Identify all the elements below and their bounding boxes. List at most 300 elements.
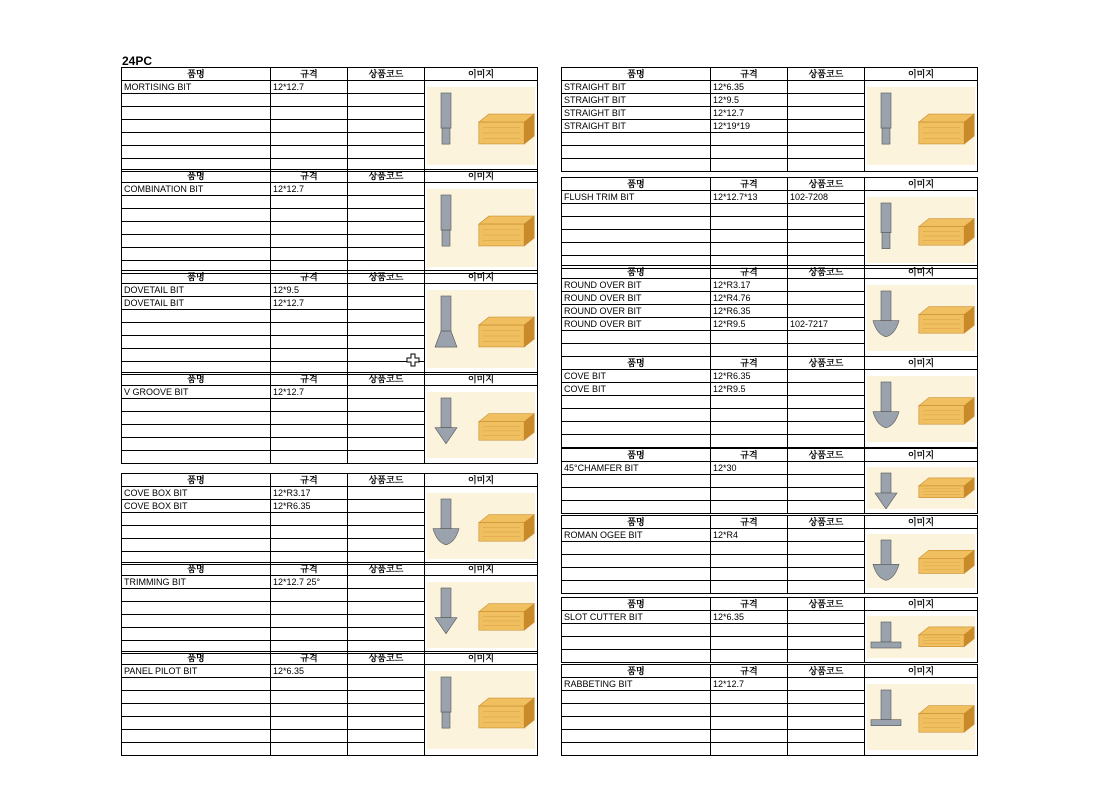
header-name: 품명 — [562, 266, 711, 279]
product-spec: 12*9.5 — [271, 284, 348, 297]
product-spec — [271, 349, 348, 362]
product-table — [561, 67, 977, 172]
product-code — [788, 624, 865, 637]
product-spec — [271, 589, 348, 602]
spec-table — [561, 265, 978, 357]
product-name — [562, 568, 711, 581]
product-name — [122, 336, 271, 349]
product-name: MORTISING BIT — [122, 81, 271, 94]
product-name: COVE BOX BIT — [122, 500, 271, 513]
product-code — [348, 665, 425, 678]
combination-bit-icon — [427, 189, 535, 267]
product-name — [122, 628, 271, 641]
product-spec — [271, 628, 348, 641]
product-code — [788, 568, 865, 581]
product-spec — [271, 438, 348, 451]
table-row — [122, 81, 538, 94]
product-spec — [271, 94, 348, 107]
product-name — [562, 624, 711, 637]
product-code — [348, 589, 425, 602]
product-spec: 12*R3.17 — [271, 487, 348, 500]
product-name — [562, 475, 711, 488]
product-table — [561, 448, 977, 514]
product-code — [348, 513, 425, 526]
product-name — [122, 248, 271, 261]
page-title: 24PC — [122, 54, 153, 68]
product-spec: 12*6.35 — [271, 665, 348, 678]
product-code — [788, 204, 865, 217]
product-spec — [711, 581, 788, 594]
header-name: 품명 — [122, 373, 271, 386]
product-code — [788, 435, 865, 448]
spec-table — [121, 562, 538, 654]
product-code — [348, 691, 425, 704]
product-code — [788, 691, 865, 704]
product-name — [122, 209, 271, 222]
product-name — [562, 650, 711, 663]
product-name — [122, 425, 271, 438]
header-spec: 규격 — [271, 271, 348, 284]
header-image: 이미지 — [865, 665, 978, 678]
product-code — [788, 581, 865, 594]
product-image-cell — [865, 279, 978, 357]
product-code — [788, 488, 865, 501]
product-code — [788, 555, 865, 568]
product-name — [562, 396, 711, 409]
product-spec — [711, 217, 788, 230]
product-name — [122, 196, 271, 209]
product-code — [348, 704, 425, 717]
product-name — [122, 743, 271, 756]
header-image: 이미지 — [425, 68, 538, 81]
product-spec — [711, 146, 788, 159]
header-code: 상품코드 — [788, 266, 865, 279]
product-name — [122, 133, 271, 146]
product-table — [121, 562, 537, 654]
product-code — [348, 730, 425, 743]
product-spec: 12*R6.35 — [711, 305, 788, 318]
product-image-cell — [425, 386, 538, 464]
product-name — [122, 589, 271, 602]
spec-table — [121, 651, 538, 756]
product-name: ROUND OVER BIT — [562, 305, 711, 318]
product-code — [788, 133, 865, 146]
product-code — [348, 451, 425, 464]
product-name — [122, 717, 271, 730]
product-code — [348, 425, 425, 438]
product-code — [788, 81, 865, 94]
product-code — [348, 222, 425, 235]
product-code — [348, 120, 425, 133]
product-code — [348, 209, 425, 222]
product-code — [348, 284, 425, 297]
header-name: 품명 — [562, 449, 711, 462]
product-spec — [271, 120, 348, 133]
product-spec: 12*12.7 — [271, 386, 348, 399]
product-code — [348, 107, 425, 120]
product-name — [122, 235, 271, 248]
product-spec — [271, 222, 348, 235]
header-name: 품명 — [122, 271, 271, 284]
product-spec — [271, 399, 348, 412]
spec-table — [561, 356, 978, 448]
product-spec: 12*R9.5 — [711, 318, 788, 331]
header-code: 상품코드 — [348, 373, 425, 386]
product-code — [788, 243, 865, 256]
product-table — [561, 177, 977, 269]
product-spec — [711, 568, 788, 581]
spec-table — [121, 270, 538, 375]
product-code — [788, 159, 865, 172]
product-image-cell — [865, 678, 978, 756]
product-name: RABBETING BIT — [562, 678, 711, 691]
product-spec: 12*6.35 — [711, 81, 788, 94]
product-code — [348, 412, 425, 425]
product-name — [122, 438, 271, 451]
header-name: 품명 — [562, 665, 711, 678]
table-row — [562, 529, 978, 542]
header-spec: 규격 — [711, 68, 788, 81]
product-spec — [271, 691, 348, 704]
slot-cutter-bit-icon — [867, 616, 975, 658]
product-name — [122, 539, 271, 552]
product-spec — [271, 412, 348, 425]
cove-box-bit-icon — [427, 493, 535, 559]
product-code — [788, 501, 865, 514]
header-name: 품명 — [562, 516, 711, 529]
chamfer-bit-icon — [867, 467, 975, 509]
product-code — [348, 717, 425, 730]
product-name: DOVETAIL BIT — [122, 297, 271, 310]
product-spec: 12*12.7 — [271, 81, 348, 94]
table-row — [122, 183, 538, 196]
product-spec: 12*12.7 25° — [271, 576, 348, 589]
rabbeting-bit-icon — [867, 684, 975, 750]
header-spec: 규격 — [271, 170, 348, 183]
product-code — [348, 743, 425, 756]
product-code — [348, 146, 425, 159]
spec-table — [121, 169, 538, 274]
product-image-cell — [865, 191, 978, 269]
header-name: 품명 — [122, 474, 271, 487]
product-spec — [711, 396, 788, 409]
product-code — [788, 650, 865, 663]
product-code — [788, 120, 865, 133]
table-row — [562, 279, 978, 292]
product-spec — [711, 542, 788, 555]
product-spec — [271, 133, 348, 146]
product-code — [348, 539, 425, 552]
header-spec: 규격 — [711, 449, 788, 462]
product-name — [122, 451, 271, 464]
product-name — [122, 146, 271, 159]
header-code: 상품코드 — [788, 516, 865, 529]
spec-table — [121, 372, 538, 464]
product-name — [562, 422, 711, 435]
product-spec: 12*12.7 — [711, 678, 788, 691]
product-spec: 12*12.7 — [711, 107, 788, 120]
header-code: 상품코드 — [788, 68, 865, 81]
product-code — [348, 183, 425, 196]
product-name — [122, 704, 271, 717]
product-name — [122, 349, 271, 362]
product-code — [788, 611, 865, 624]
product-name — [562, 730, 711, 743]
product-spec — [711, 555, 788, 568]
product-spec: 12*12.7 — [271, 297, 348, 310]
header-image: 이미지 — [865, 266, 978, 279]
product-code — [348, 235, 425, 248]
product-name — [562, 146, 711, 159]
spec-table — [121, 67, 538, 172]
header-image: 이미지 — [425, 373, 538, 386]
product-code — [788, 292, 865, 305]
product-code — [788, 422, 865, 435]
product-name — [562, 331, 711, 344]
product-name: TRIMMING BIT — [122, 576, 271, 589]
product-spec — [711, 717, 788, 730]
header-image: 이미지 — [865, 68, 978, 81]
product-image-cell — [865, 81, 978, 172]
header-spec: 규격 — [271, 68, 348, 81]
product-code — [788, 730, 865, 743]
header-code: 상품코드 — [788, 665, 865, 678]
product-name: COVE BOX BIT — [122, 487, 271, 500]
product-table — [121, 169, 537, 274]
product-code — [348, 615, 425, 628]
product-name — [562, 637, 711, 650]
product-code — [788, 107, 865, 120]
header-image: 이미지 — [425, 170, 538, 183]
panel-pilot-bit-icon — [427, 671, 535, 749]
product-spec: 12*9.5 — [711, 94, 788, 107]
product-spec: 12*19*19 — [711, 120, 788, 133]
table-row — [562, 678, 978, 691]
product-name — [122, 107, 271, 120]
product-code — [788, 637, 865, 650]
product-code — [788, 743, 865, 756]
product-code: 102-7208 — [788, 191, 865, 204]
product-spec — [271, 539, 348, 552]
product-spec: 12*6.35 — [711, 611, 788, 624]
product-code — [788, 475, 865, 488]
spec-table — [561, 448, 978, 514]
product-name: ROUND OVER BIT — [562, 318, 711, 331]
product-name — [122, 526, 271, 539]
product-image-cell — [865, 611, 978, 663]
product-spec — [711, 650, 788, 663]
header-spec: 규격 — [711, 598, 788, 611]
product-name — [562, 743, 711, 756]
product-code — [348, 336, 425, 349]
product-code — [788, 305, 865, 318]
product-spec — [711, 624, 788, 637]
product-name: ROUND OVER BIT — [562, 279, 711, 292]
header-code: 상품코드 — [788, 357, 865, 370]
product-name — [122, 513, 271, 526]
v-groove-bit-icon — [427, 392, 535, 458]
product-name: COMBINATION BIT — [122, 183, 271, 196]
header-spec: 규격 — [711, 516, 788, 529]
product-spec: 12*R4 — [711, 529, 788, 542]
product-spec — [271, 743, 348, 756]
product-code — [788, 279, 865, 292]
product-spec: 12*R4.76 — [711, 292, 788, 305]
product-name — [562, 542, 711, 555]
product-spec — [271, 196, 348, 209]
product-code — [788, 331, 865, 344]
header-code: 상품코드 — [348, 170, 425, 183]
dovetail-bit-icon — [427, 290, 535, 368]
product-code — [348, 248, 425, 261]
product-name: 45°CHAMFER BIT — [562, 462, 711, 475]
product-name — [562, 581, 711, 594]
header-name: 품명 — [562, 598, 711, 611]
product-code — [788, 396, 865, 409]
header-image: 이미지 — [865, 178, 978, 191]
product-name — [562, 435, 711, 448]
table-row — [562, 191, 978, 204]
product-table — [121, 67, 537, 172]
move-cursor-icon — [406, 353, 420, 367]
header-name: 품명 — [122, 563, 271, 576]
product-name: ROUND OVER BIT — [562, 292, 711, 305]
product-spec: 12*12.7 — [271, 183, 348, 196]
product-code — [348, 386, 425, 399]
product-code — [348, 196, 425, 209]
product-spec: 12*R3.17 — [711, 279, 788, 292]
product-table — [561, 265, 977, 357]
product-image-cell — [425, 183, 538, 274]
product-code — [348, 487, 425, 500]
table-row — [122, 665, 538, 678]
header-image: 이미지 — [425, 474, 538, 487]
product-spec — [711, 159, 788, 172]
product-code — [348, 133, 425, 146]
product-name — [122, 323, 271, 336]
product-spec — [271, 451, 348, 464]
header-name: 품명 — [122, 652, 271, 665]
product-spec — [711, 133, 788, 146]
header-code: 상품코드 — [348, 474, 425, 487]
product-name — [122, 94, 271, 107]
product-image-cell — [425, 576, 538, 654]
product-spec: 12*R6.35 — [271, 500, 348, 513]
product-name — [122, 120, 271, 133]
product-code — [348, 526, 425, 539]
product-code — [788, 217, 865, 230]
product-name: ROMAN OGEE BIT — [562, 529, 711, 542]
product-name — [562, 133, 711, 146]
spec-table — [561, 515, 978, 594]
table-row — [122, 576, 538, 589]
product-name — [562, 555, 711, 568]
table-row — [562, 462, 978, 475]
header-image: 이미지 — [865, 516, 978, 529]
product-spec: 12*R9.5 — [711, 383, 788, 396]
product-table — [561, 597, 977, 663]
product-name — [562, 409, 711, 422]
product-code — [788, 704, 865, 717]
product-code — [348, 81, 425, 94]
table-row — [562, 81, 978, 94]
product-image-cell — [425, 284, 538, 375]
product-spec: 12*30 — [711, 462, 788, 475]
table-row — [122, 284, 538, 297]
product-name: DOVETAIL BIT — [122, 284, 271, 297]
product-code — [348, 323, 425, 336]
product-spec — [271, 336, 348, 349]
product-name — [562, 159, 711, 172]
product-image-cell — [425, 487, 538, 565]
header-code: 상품코드 — [348, 563, 425, 576]
product-image-cell — [865, 529, 978, 594]
product-name — [562, 704, 711, 717]
straight-bit-icon — [867, 87, 975, 165]
product-name: STRAIGHT BIT — [562, 94, 711, 107]
product-spec — [271, 513, 348, 526]
product-table — [561, 356, 977, 448]
header-image: 이미지 — [425, 271, 538, 284]
spec-table — [561, 597, 978, 663]
header-code: 상품코드 — [788, 449, 865, 462]
header-spec: 규격 — [271, 563, 348, 576]
product-spec — [271, 526, 348, 539]
product-code — [788, 344, 865, 357]
header-name: 품명 — [562, 357, 711, 370]
header-spec: 규격 — [271, 474, 348, 487]
product-spec — [271, 107, 348, 120]
product-name — [562, 243, 711, 256]
header-code: 상품코드 — [348, 68, 425, 81]
product-spec — [271, 146, 348, 159]
product-name: V GROOVE BIT — [122, 386, 271, 399]
product-table — [121, 473, 537, 565]
header-spec: 규격 — [711, 357, 788, 370]
product-spec — [711, 331, 788, 344]
product-spec — [711, 730, 788, 743]
product-code — [348, 500, 425, 513]
spec-table — [561, 67, 978, 172]
roman-ogee-bit-icon — [867, 534, 975, 588]
product-code — [788, 409, 865, 422]
product-spec — [711, 637, 788, 650]
product-spec — [711, 501, 788, 514]
product-name — [122, 412, 271, 425]
header-spec: 규격 — [711, 266, 788, 279]
flush-trim-bit-icon — [867, 197, 975, 263]
product-spec — [711, 743, 788, 756]
header-image: 이미지 — [425, 563, 538, 576]
cove-bit-icon — [867, 376, 975, 442]
header-image: 이미지 — [865, 357, 978, 370]
product-code — [348, 628, 425, 641]
product-name: FLUSH TRIM BIT — [562, 191, 711, 204]
product-table — [121, 270, 537, 375]
product-code — [788, 529, 865, 542]
product-image-cell — [865, 462, 978, 514]
product-name — [122, 222, 271, 235]
product-name — [122, 691, 271, 704]
product-spec — [271, 730, 348, 743]
product-name: SLOT CUTTER BIT — [562, 611, 711, 624]
product-name — [122, 615, 271, 628]
product-spec — [711, 409, 788, 422]
product-spec — [271, 615, 348, 628]
product-name — [122, 310, 271, 323]
product-spec — [711, 204, 788, 217]
header-spec: 규격 — [711, 665, 788, 678]
